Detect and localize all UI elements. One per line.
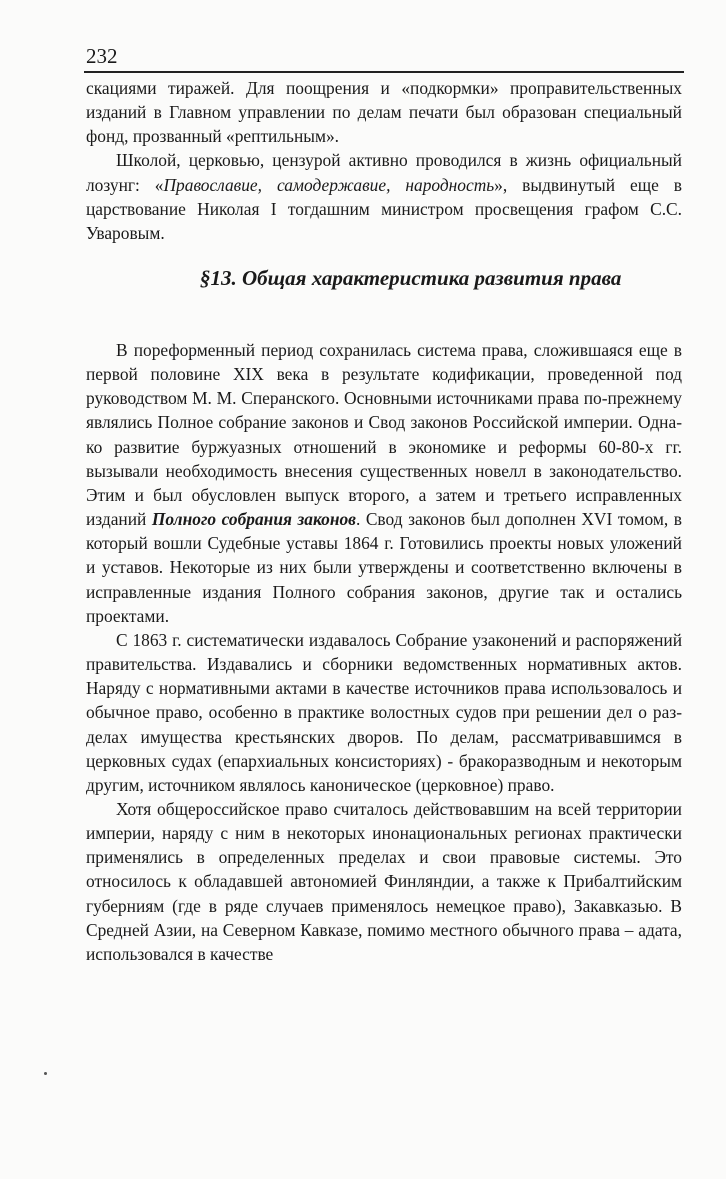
text-after-heading <box>86 338 682 966</box>
text-run: С 1863 г. систематически издавалось Собрание узаконений и распоряжений правительства. Издавались и сборники ведомственных нормативных актов. Наряду с нормативными актами в качестве источников права использовалось и обычное право, особенно в практике волостных судов при решении дел о разделах имущества крестьянских дворов. По делам, рассматривавшимся в церковных судах (епархиальных консисториях) - бракоразводным и некоторым другим, источником являлось каноническое (церковное) право. <box>86 629 682 795</box>
header-rule <box>84 71 684 73</box>
paragraph <box>86 76 682 148</box>
section-heading: §13. Общая характеристика развития права <box>200 266 622 290</box>
paragraph <box>86 148 682 245</box>
paragraph <box>86 797 682 966</box>
text-run: скациями тиражей. Для поощрения и «подкормки» проправительственных изданий в Главном управлении по делам печати был образован специальный фонд, прозванный «рептильным». <box>86 78 682 147</box>
italic-slogan: Православие, самодержавие, народность <box>163 174 495 195</box>
paragraph <box>86 338 682 628</box>
text-run: », выдвинутый еще в царствование Николая I тогдашним министром просвещения графом С.С. Уваровым. <box>86 174 682 243</box>
text-before-heading <box>86 76 682 245</box>
text-run: В пореформенный период сохранилась система права, сложившаяся еще в первой половине XIX века в результате кодификации, проведенной под руководством М. М. Сперанского. Основными источниками права по-прежнему являлись Полное собрание законов и Свод законов Российской империи. Однако развитие буржуазных отношений в экономике и реформы 60-80-х гг. вызывали необходимость внесения существенных новелл в законодательство. Этим и был обусловлен выпуск второго, а затем и третьего исправленных изданий <box>86 340 682 530</box>
text-run: . Свод законов был дополнен XVI томом, в который вошли Судебные уставы 1864 г. Готовились проекты новых уложений и уставов. Некоторые из них были утверждены и соответственно включены в исправленные издания Полного собрания законов, другие так и остались проектами. <box>86 509 682 626</box>
page-number: 232 <box>86 44 118 68</box>
text-run: Школой, церковью, цензурой активно проводился в жизнь официальный лозунг: « <box>86 150 682 195</box>
bold-italic-term: Полного собрания законов <box>151 509 356 530</box>
paragraph <box>86 628 682 797</box>
print-speck <box>44 1072 47 1075</box>
text-run: Хотя общероссийское право считалось действовавшим на всей территории империи, наряду с ним в некоторых инонациональных регионах практически применялись в определенных пределах и свои правовые системы. Это относилось к обладавшей автономией Финляндии, а также к Прибалтийским губерниям (где в ряде случаев применялось немецкое право), Закавказью. В Средней Азии, на Северном Кавказе, помимо местного обычного права – адата, использовался в качестве <box>86 798 682 964</box>
